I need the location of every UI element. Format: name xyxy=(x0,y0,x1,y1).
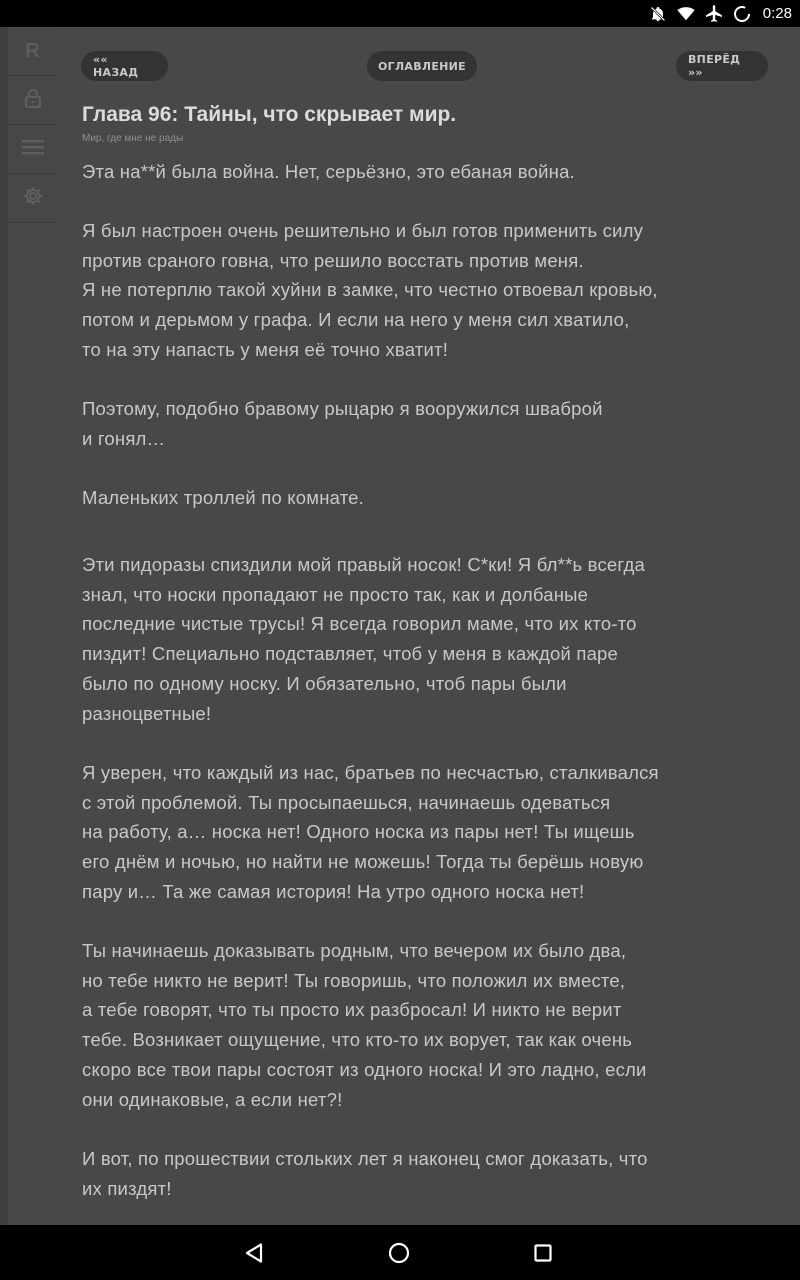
loading-spinner-icon xyxy=(733,5,751,23)
chapter-title: Глава 96: Тайны, что скрывает мир. xyxy=(82,103,457,126)
notifications-off-icon xyxy=(649,5,667,23)
text-line: но тебе никто не верит! Ты говоришь, что положил их вместе, xyxy=(82,969,626,991)
reader-content xyxy=(57,27,800,1225)
airplane-icon xyxy=(705,5,723,23)
table-of-contents-button[interactable]: ОГЛАВЛЕНИЕ xyxy=(367,51,477,81)
sidebar-item-settings[interactable] xyxy=(8,174,57,223)
sidebar-logo[interactable] xyxy=(8,27,57,76)
text-line: последние чистые трусы! Я всегда говорил маме, что их кто-то xyxy=(82,613,637,635)
recents-square-icon[interactable] xyxy=(527,1237,559,1269)
text-line: Я уверен, что каждый из нас, братьев по несчастью, сталкивался xyxy=(82,762,659,783)
reader-app xyxy=(0,27,800,1225)
paragraph xyxy=(82,394,772,453)
text-line: их пиздят! xyxy=(82,1177,172,1199)
wifi-icon xyxy=(677,5,695,23)
paragraph xyxy=(82,483,772,513)
home-circle-icon[interactable] xyxy=(383,1237,415,1269)
status-time: 0:28 xyxy=(762,5,792,22)
paragraph xyxy=(82,758,772,907)
text-line: пару и… Та же самая история! На утро одного носка нет! xyxy=(82,880,585,902)
text-line: пиздит! Специально подставляет, чтоб у меня в каждой паре xyxy=(82,643,619,665)
text-line: И вот, по прошествии стольких лет я наконец смог доказать, что xyxy=(82,1148,648,1169)
text-line: было по одному носку. И обязательно, чтоб пары были xyxy=(82,672,567,694)
back-button[interactable]: «« НАЗАД xyxy=(81,51,168,81)
paragraph xyxy=(82,216,772,365)
paragraph xyxy=(82,936,772,1114)
forward-button[interactable]: ВПЕРЁД »» xyxy=(676,51,768,81)
lock-icon xyxy=(23,88,43,112)
text-line: на работу, а… носка нет! Одного носка из пары нет! Ты ищешь xyxy=(82,821,635,843)
text-line: знал, что носки пропадают не просто так, как и долбаные xyxy=(82,583,589,605)
sidebar-item-lock[interactable] xyxy=(8,76,57,125)
text-line: скоро все твои пары состоят из одного носка! И это ладно, если xyxy=(82,1058,647,1080)
text-line: Маленьких троллей по комнате. xyxy=(82,487,365,508)
menu-icon xyxy=(22,138,44,160)
text-line: разноцветные! xyxy=(82,702,212,724)
text-line: и гонял… xyxy=(82,427,166,449)
text-line: его днём и ночью, но найти не можешь! Тогда ты берёшь новую xyxy=(82,851,644,873)
text-line: Я был настроен очень решительно и был готов применить силу xyxy=(82,220,644,241)
text-line: Эта на**й была война. Нет, серьёзно, это ебаная война. xyxy=(82,161,575,182)
text-line: Поэтому, подобно бравому рыцарю я вооружился шваброй xyxy=(82,398,603,419)
paragraph xyxy=(82,550,772,728)
app-logo: R xyxy=(25,39,40,62)
sidebar-item-menu[interactable] xyxy=(8,125,57,174)
status-bar xyxy=(0,0,800,27)
gear-icon xyxy=(22,185,44,211)
back-triangle-icon[interactable] xyxy=(238,1237,270,1269)
text-line: Эти пидоразы спиздили мой правый носок! С*ки! Я бл**ь всегда xyxy=(82,554,646,575)
chapter-subtitle[interactable]: Мир, где мне не рады xyxy=(82,133,184,144)
paragraph xyxy=(82,1144,772,1203)
text-line: с этой проблемой. Ты просыпаешься, начинаешь одеваться xyxy=(82,791,611,813)
text-line: Ты начинаешь доказывать родным, что вечером их было два, xyxy=(82,940,627,961)
system-nav-bar xyxy=(0,1225,800,1280)
text-line: то на эту напасть у меня её точно хватит! xyxy=(82,338,449,360)
text-line: Я не потерплю такой хуйни в замке, что честно отвоевал кровью, xyxy=(82,279,658,301)
text-line: потом и дерьмом у графа. И если на него у меня сил хватило, xyxy=(82,309,630,331)
paragraph xyxy=(82,157,772,187)
text-line: тебе. Возникает ощущение, что кто-то их ворует, так как очень xyxy=(82,1029,633,1051)
text-line: против сраного говна, что решило восстать против меня. xyxy=(82,249,584,271)
sidebar xyxy=(8,27,57,1225)
text-line: они одинаковые, а если нет?! xyxy=(82,1088,343,1110)
text-line: а тебе говорят, что ты просто их разбросал! И никто не верит xyxy=(82,999,622,1021)
